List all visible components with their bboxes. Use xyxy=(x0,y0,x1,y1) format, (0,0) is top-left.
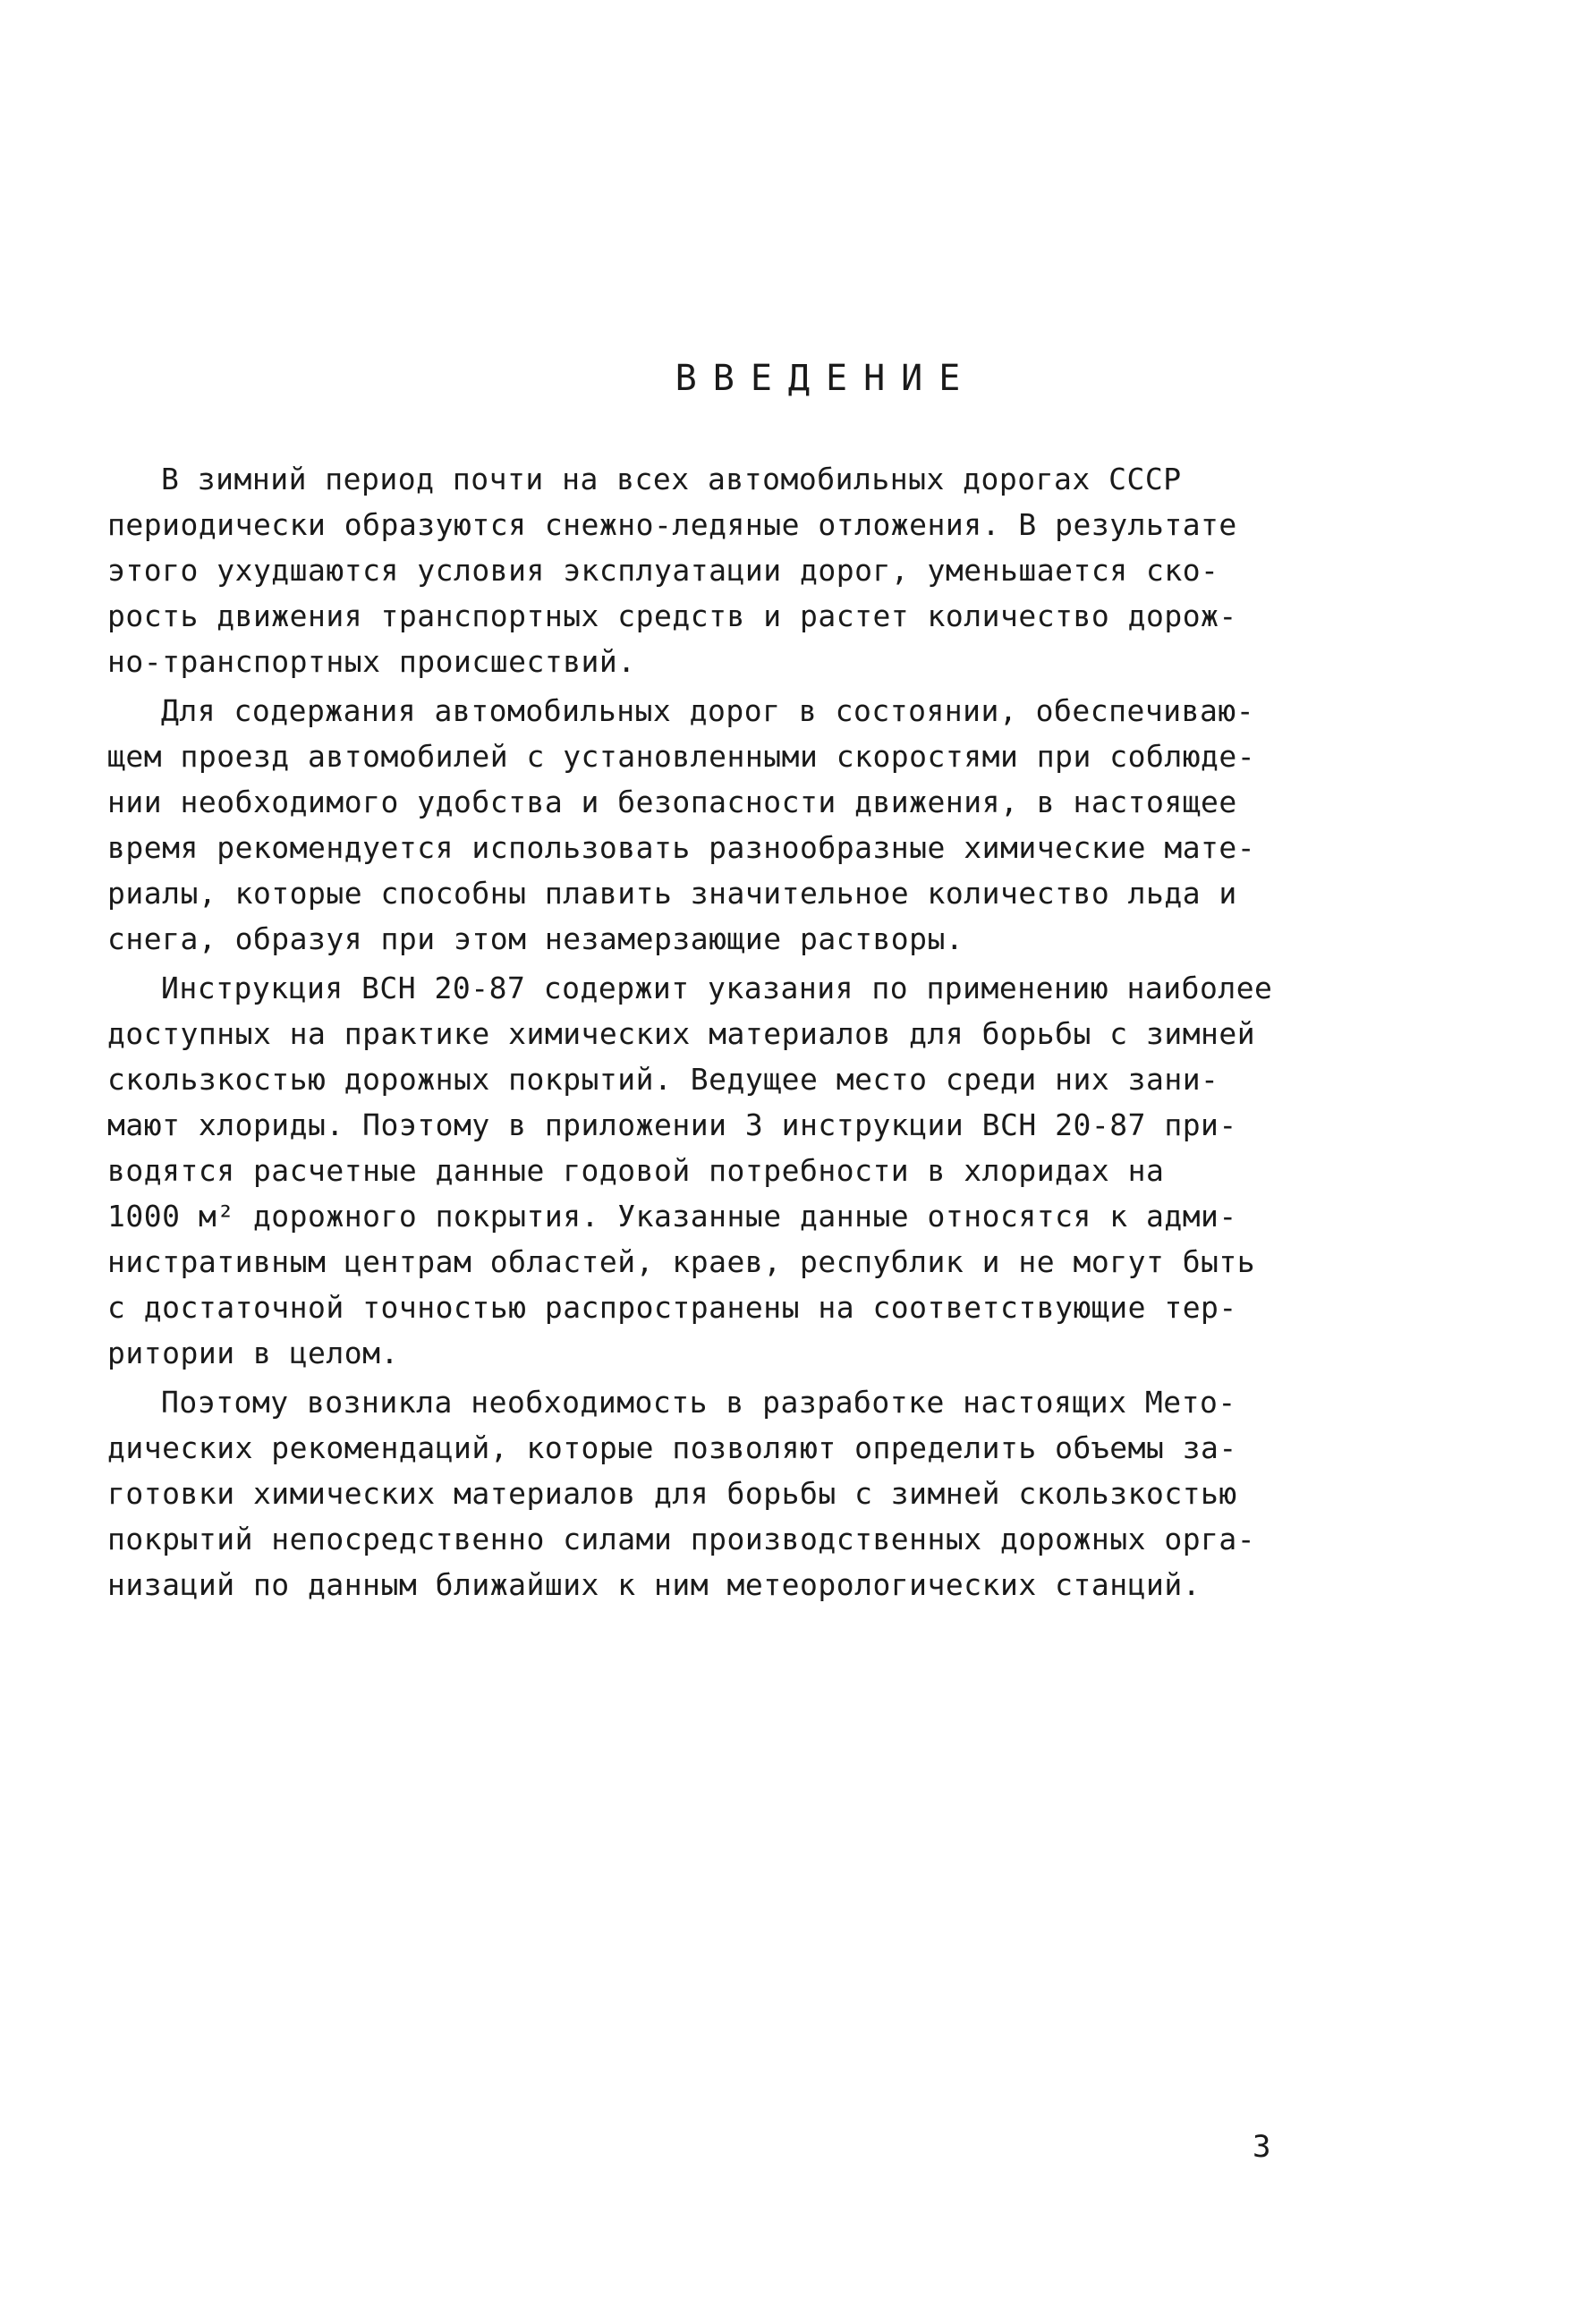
text-line: время рекомендуется использовать разнообразные химические мате- xyxy=(107,830,1256,865)
text-line: покрытий непосредственно силами производственных дорожных орга- xyxy=(107,1522,1256,1556)
text-line: Инструкция ВСН 20-87 содержит указания по применению наиболее xyxy=(161,971,1273,1005)
paragraph-2 xyxy=(107,688,1297,962)
text-line: доступных на практике химических материалов для борьбы с зимней xyxy=(107,1016,1256,1051)
text-line: рость движения транспортных средств и растет количество дорож- xyxy=(107,598,1237,633)
text-line: В зимний период почти на всех автомобильных дорогах СССР xyxy=(161,462,1182,496)
text-line: но-транспортных происшествий. xyxy=(107,644,636,679)
paragraph-4 xyxy=(107,1379,1297,1607)
text-line: ритории в целом. xyxy=(107,1336,399,1370)
text-line: снега, образуя при этом незамерзающие растворы. xyxy=(107,921,964,956)
text-line: скользкостью дорожных покрытий. Ведущее место среди них зани- xyxy=(107,1062,1219,1097)
text-line: низаций по данным ближайших к ним метеорологических станций. xyxy=(107,1567,1202,1602)
text-line: готовки химических материалов для борьбы с зимней скользкостью xyxy=(107,1476,1237,1511)
text-line: мают хлориды. Поэтому в приложении 3 инструкции ВСН 20-87 при- xyxy=(107,1107,1237,1142)
text-line: 1000 м² дорожного покрытия. Указанные данные относятся к адми- xyxy=(107,1199,1237,1234)
text-line: этого ухудшаются условия эксплуатации дорог, уменьшается ско- xyxy=(107,553,1219,588)
paragraph-3 xyxy=(107,965,1297,1376)
page-title: ВВЕДЕНИЕ xyxy=(675,358,977,399)
text-line: Поэтому возникла необходимость в разработке настоящих Мето- xyxy=(161,1385,1236,1420)
text-line: нии необходимого удобства и безопасности движения, в настоящее xyxy=(107,785,1237,819)
page-number: 3 xyxy=(1253,2129,1271,2165)
text-line: риалы, которые способны плавить значительное количество льда и xyxy=(107,876,1237,911)
text-line: периодически образуются снежно-ледяные отложения. В результате xyxy=(107,507,1237,542)
paragraph-1 xyxy=(107,456,1297,684)
text-line: нистративным центрам областей, краев, республик и не могут быть xyxy=(107,1244,1256,1279)
text-line: водятся расчетные данные годовой потребности в хлоридах на xyxy=(107,1153,1165,1188)
document-body xyxy=(107,456,1297,1611)
text-line: с достаточной точностью распространены на соответствующие тер- xyxy=(107,1290,1237,1325)
text-line: дических рекомендаций, которые позволяют определить объемы за- xyxy=(107,1430,1237,1465)
text-line: щем проезд автомобилей с установленными скоростями при соблюде- xyxy=(107,739,1256,774)
text-line: Для содержания автомобильных дорог в состоянии, обеспечиваю- xyxy=(161,693,1255,728)
